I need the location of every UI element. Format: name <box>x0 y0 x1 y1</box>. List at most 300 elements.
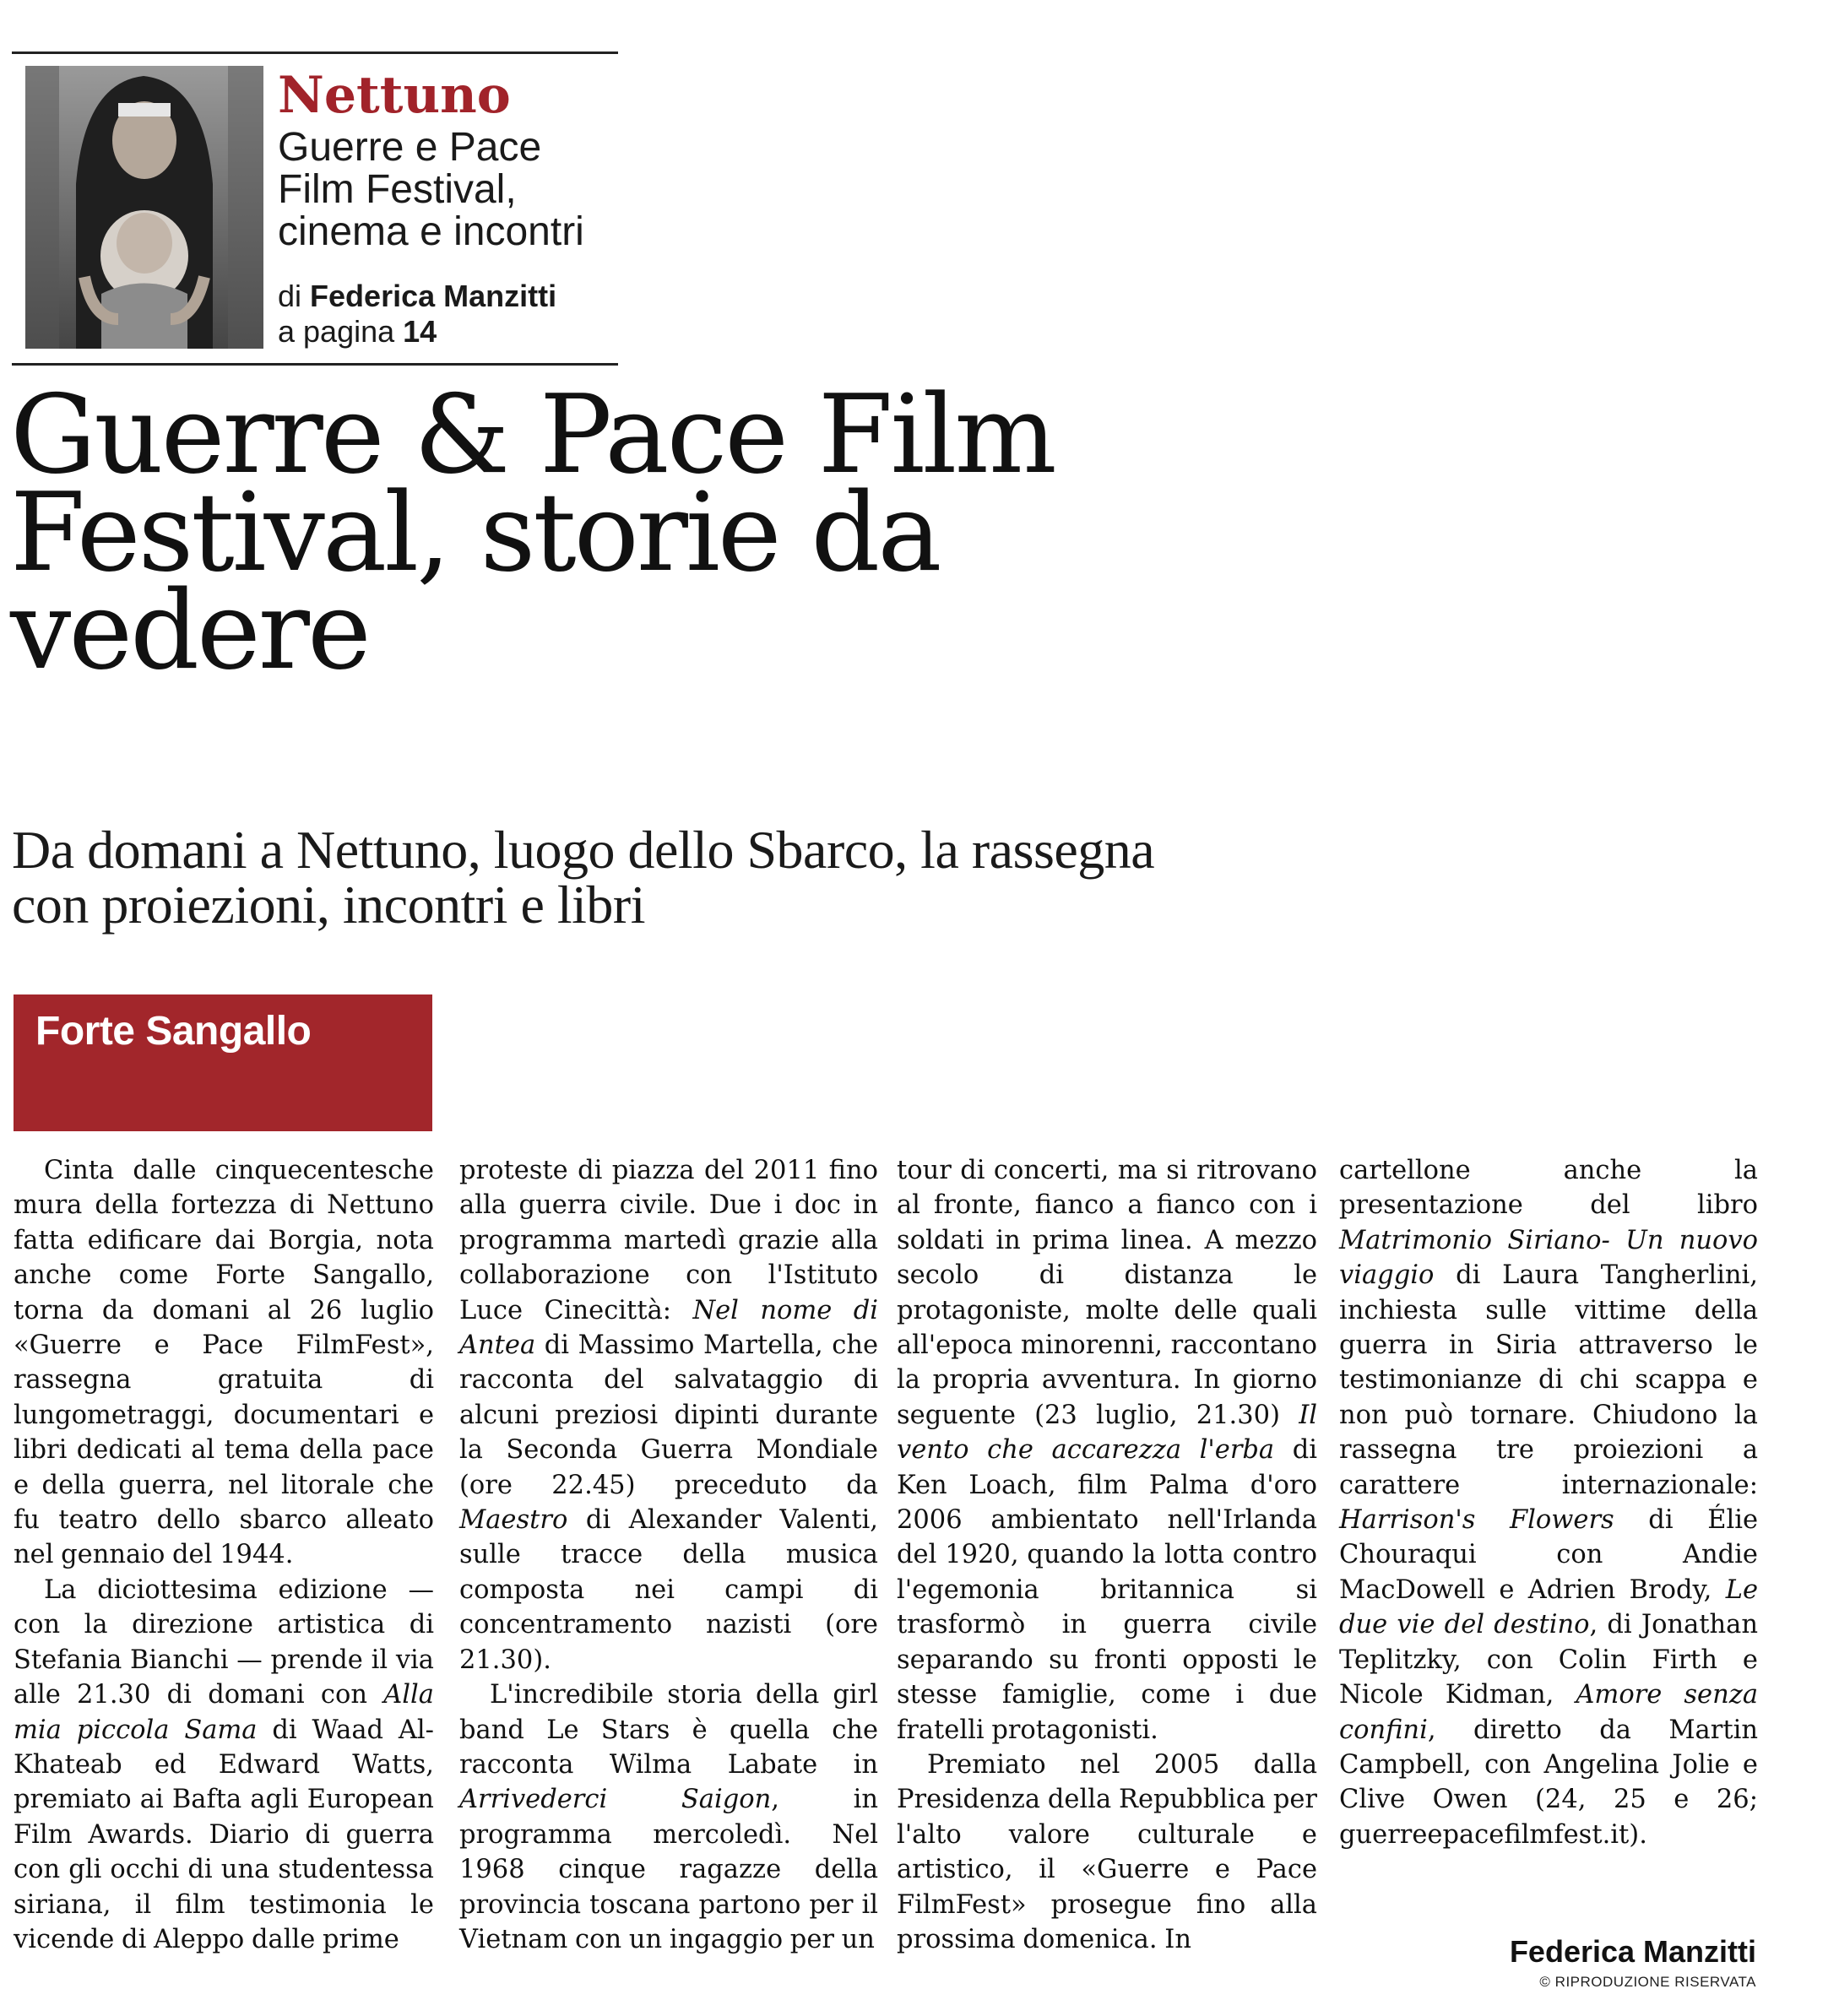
text-fragment <box>1471 1156 1564 1185</box>
teaser-byline-author: Federica Manzitti <box>310 279 557 313</box>
text-fragment: internazionale: <box>1561 1470 1758 1500</box>
text-fragment: seguente <box>897 1400 1016 1430</box>
text-fragment <box>1238 1296 1253 1325</box>
text-fragment: edizione <box>278 1574 388 1605</box>
text-fragment: il <box>134 1889 152 1920</box>
text-fragment: con <box>14 1610 61 1640</box>
text-fragment <box>732 1260 768 1290</box>
text-fragment <box>1167 1645 1182 1675</box>
text-fragment <box>1172 1890 1196 1920</box>
text-fragment <box>670 1715 692 1745</box>
text-fragment: (ore <box>825 1610 878 1640</box>
text-fragment: di <box>585 1505 611 1536</box>
title-fragment: Maestro <box>459 1505 568 1536</box>
text-fragment <box>1646 1785 1674 1814</box>
text-fragment <box>1473 1330 1495 1360</box>
text-fragment: la <box>1734 1156 1758 1185</box>
text-fragment: dedicati <box>76 1435 182 1466</box>
text-fragment: Tangherlini, <box>1600 1260 1758 1291</box>
text-fragment <box>1090 1820 1137 1850</box>
text-fragment: valore <box>1008 1819 1090 1850</box>
text-fragment: Teplitzky, <box>1339 1645 1462 1675</box>
text-fragment: , <box>771 1785 779 1815</box>
text-fragment <box>182 1435 191 1465</box>
text-fragment <box>1188 1156 1196 1185</box>
text-fragment: i <box>1235 1680 1245 1710</box>
text-fragment <box>1563 1365 1579 1395</box>
text-fragment <box>579 1715 601 1745</box>
title-fragment: piccola <box>76 1715 170 1745</box>
text-fragment <box>810 1715 832 1745</box>
text-fragment: in <box>853 1190 879 1221</box>
text-fragment: fronte, <box>933 1190 1022 1221</box>
text-fragment <box>367 1680 383 1710</box>
text-fragment <box>762 1190 774 1220</box>
text-fragment: guerra <box>518 1190 608 1221</box>
text-fragment <box>697 1190 709 1220</box>
text-fragment <box>853 1890 861 1920</box>
text-fragment <box>1016 1401 1034 1430</box>
text-fragment: quando <box>1027 1540 1125 1570</box>
title-fragment: di <box>853 1295 879 1325</box>
text-fragment <box>791 1610 825 1639</box>
text-fragment: 2006 <box>897 1505 963 1536</box>
text-fragment <box>744 1156 753 1185</box>
text-fragment: carattere <box>1339 1470 1461 1500</box>
text-fragment: prima <box>1032 1225 1109 1255</box>
text-fragment <box>1667 1296 1695 1325</box>
text-fragment <box>782 1190 795 1220</box>
title-fragment: Un <box>1625 1225 1664 1255</box>
teaser-kicker: Nettuno <box>278 66 511 125</box>
text-fragment: luglio, <box>1096 1400 1178 1430</box>
text-fragment <box>1586 1785 1614 1814</box>
text-fragment <box>1114 1190 1127 1220</box>
text-fragment <box>1598 1610 1607 1639</box>
text-fragment: rassegna <box>14 1365 132 1395</box>
text-fragment: Jonathan <box>1641 1610 1759 1640</box>
text-fragment <box>1127 1471 1149 1500</box>
text-fragment: piazza <box>611 1156 695 1185</box>
text-fragment: tour <box>897 1156 952 1185</box>
text-fragment <box>819 1156 828 1185</box>
text-fragment <box>920 1365 933 1395</box>
text-fragment: Waad <box>312 1715 384 1745</box>
text-fragment: Stars <box>600 1715 670 1745</box>
text-fragment <box>1472 1750 1484 1780</box>
text-fragment: 26; <box>1716 1785 1758 1815</box>
title-fragment <box>1033 1435 1052 1465</box>
text-fragment <box>1143 1190 1157 1220</box>
text-fragment <box>800 1890 809 1920</box>
text-fragment: nei <box>634 1574 675 1605</box>
text-fragment: libro <box>1697 1190 1758 1221</box>
text-fragment: in <box>853 1749 878 1780</box>
text-fragment: Siria <box>1495 1330 1557 1361</box>
body-column-3 <box>897 1153 1317 1957</box>
text-fragment: artistico, <box>897 1855 1013 1885</box>
text-fragment: anche <box>1563 1156 1642 1185</box>
top-rule <box>12 51 618 54</box>
text-fragment <box>299 1785 307 1814</box>
text-fragment <box>1436 1715 1473 1745</box>
text-fragment: documentari <box>233 1400 399 1430</box>
text-fragment: alla <box>1270 1889 1317 1920</box>
text-fragment <box>92 1260 119 1290</box>
text-fragment: nell'Irlanda <box>1167 1505 1317 1536</box>
text-fragment: del <box>604 1365 644 1395</box>
text-fragment <box>569 1330 578 1360</box>
text-fragment <box>258 1575 279 1605</box>
text-fragment <box>1255 1820 1302 1850</box>
text-fragment: con <box>575 1924 622 1954</box>
text-fragment <box>535 1330 545 1360</box>
text-fragment: sulle <box>459 1540 521 1570</box>
text-fragment: band <box>459 1715 524 1745</box>
text-fragment: Nicole <box>1339 1680 1424 1710</box>
text-fragment: Laura <box>1502 1260 1580 1291</box>
text-fragment <box>1557 1330 1578 1360</box>
text-fragment <box>1730 1750 1743 1780</box>
body-column-2 <box>459 1153 878 1957</box>
text-fragment: In <box>1193 1365 1221 1395</box>
text-fragment <box>708 1715 730 1745</box>
text-fragment <box>363 1435 372 1465</box>
text-fragment <box>192 1680 208 1710</box>
title-fragment: mia <box>14 1715 62 1745</box>
text-fragment <box>1109 1156 1117 1185</box>
title-fragment: nuovo <box>1679 1225 1758 1255</box>
text-fragment: domani <box>152 1295 249 1325</box>
text-fragment: testimonia <box>248 1889 387 1920</box>
text-fragment <box>244 1925 252 1954</box>
text-fragment: le <box>1734 1330 1758 1361</box>
text-fragment: Brody, <box>1629 1574 1712 1605</box>
text-fragment <box>305 1680 321 1710</box>
text-fragment: campi <box>724 1574 804 1605</box>
text-fragment <box>1507 1785 1535 1814</box>
text-fragment <box>385 1610 410 1639</box>
text-fragment: di <box>272 1715 297 1745</box>
text-fragment: nel <box>1079 1749 1120 1780</box>
text-fragment <box>1159 1296 1174 1325</box>
title-fragment <box>1475 1505 1510 1535</box>
text-fragment <box>1534 1435 1574 1465</box>
text-fragment <box>1211 1680 1236 1710</box>
text-fragment: Campbell, <box>1339 1749 1472 1780</box>
text-fragment: come <box>118 1260 189 1291</box>
text-fragment <box>290 1820 306 1850</box>
text-fragment <box>1244 1680 1269 1710</box>
text-fragment <box>1029 1365 1042 1395</box>
text-fragment: Kidman, <box>1445 1680 1554 1710</box>
text-fragment: non <box>1339 1400 1388 1430</box>
text-fragment <box>1533 1645 1559 1675</box>
text-fragment <box>962 1820 1009 1850</box>
text-fragment: collaborazione <box>459 1260 650 1291</box>
text-fragment <box>228 1645 236 1675</box>
subhead: Da domani a Nettuno, luogo dello Sbarco, la rassegna con proiezioni, incontri e libri <box>12 820 1155 935</box>
text-fragment <box>170 1330 203 1360</box>
text-fragment: a <box>1742 1435 1759 1466</box>
body-paragraph-2 <box>459 1153 878 1677</box>
text-fragment: nel <box>14 1540 54 1570</box>
text-fragment <box>111 1890 134 1920</box>
text-fragment: e <box>1742 1365 1758 1395</box>
text-fragment <box>1012 1330 1021 1360</box>
text-fragment <box>106 1471 118 1500</box>
text-fragment <box>662 1925 670 1954</box>
text-fragment <box>1514 1575 1527 1605</box>
text-fragment: Jolie <box>1672 1749 1730 1780</box>
text-fragment: di <box>853 1365 879 1395</box>
text-fragment <box>692 1750 727 1780</box>
text-fragment: fratelli <box>897 1715 985 1745</box>
text-fragment <box>399 1401 419 1430</box>
text-fragment <box>759 1401 775 1430</box>
text-fragment: 1920, <box>945 1540 1019 1570</box>
teaser-title: Guerre e Pace Film Festival, cinema e incontri <box>278 125 584 254</box>
text-fragment <box>584 1575 634 1605</box>
text-fragment <box>654 1680 667 1710</box>
text-fragment <box>114 1156 133 1185</box>
text-fragment <box>1064 1260 1124 1290</box>
text-fragment: siriana, <box>14 1889 111 1920</box>
bottom-rule <box>12 363 618 366</box>
title-fragment <box>969 1435 988 1465</box>
text-fragment: prossima <box>897 1924 1016 1954</box>
text-fragment: tre <box>1496 1435 1534 1466</box>
text-fragment: provincia <box>459 1889 582 1920</box>
text-fragment <box>1453 1401 1470 1430</box>
text-fragment <box>823 1365 854 1395</box>
title-fragment: l'erba <box>1199 1435 1275 1466</box>
text-fragment <box>675 1575 724 1605</box>
text-fragment: edificare <box>87 1225 203 1255</box>
text-fragment <box>269 1855 278 1884</box>
text-fragment: sulle <box>1485 1295 1548 1325</box>
text-fragment: di <box>1648 1505 1674 1536</box>
text-fragment: Repubblica <box>1119 1785 1267 1815</box>
text-fragment <box>1554 1680 1576 1710</box>
text-fragment <box>671 1296 692 1325</box>
text-fragment: di <box>1039 1260 1064 1291</box>
text-fragment: ma <box>1117 1156 1158 1185</box>
text-fragment: racconta <box>459 1365 574 1395</box>
text-fragment: gratuita <box>217 1365 323 1395</box>
text-fragment <box>101 1855 110 1884</box>
text-fragment: da <box>846 1470 878 1500</box>
text-fragment: minorenni, <box>1020 1330 1163 1361</box>
text-fragment <box>74 1226 87 1255</box>
text-fragment: e <box>1674 1785 1690 1815</box>
text-fragment: le <box>1294 1260 1317 1291</box>
text-fragment: all'epoca <box>897 1330 1013 1361</box>
title-fragment <box>1181 1435 1200 1465</box>
title-fragment <box>607 1785 681 1814</box>
text-fragment: guerra <box>1339 1330 1428 1361</box>
text-fragment <box>1627 1645 1652 1675</box>
text-fragment <box>746 1540 786 1569</box>
text-fragment: ragazze <box>679 1855 782 1885</box>
headline: Guerre & Pace Film Festival, storie da vedere <box>10 372 1055 694</box>
text-fragment <box>643 1540 682 1569</box>
text-fragment <box>29 1471 41 1500</box>
text-fragment: mezzo <box>1234 1225 1318 1255</box>
text-fragment <box>610 1505 629 1535</box>
text-fragment: domani <box>208 1680 305 1710</box>
text-fragment <box>804 1575 854 1605</box>
text-fragment: cinque <box>558 1855 646 1885</box>
text-fragment <box>179 1855 187 1884</box>
text-fragment: diretto <box>1473 1715 1562 1745</box>
text-fragment: protagoniste, <box>897 1295 1071 1325</box>
text-fragment: scappa <box>1635 1365 1727 1395</box>
text-fragment: fatta <box>14 1225 75 1255</box>
text-fragment <box>483 1435 506 1465</box>
text-fragment: in <box>1448 1330 1474 1361</box>
text-fragment: 2005 <box>1153 1749 1220 1780</box>
text-fragment: European <box>306 1785 434 1815</box>
title-fragment <box>1484 1610 1494 1639</box>
text-fragment <box>151 1890 175 1920</box>
text-fragment: di <box>853 1574 878 1605</box>
text-fragment <box>1576 1401 1592 1430</box>
text-fragment <box>150 1680 166 1710</box>
text-fragment <box>315 1925 323 1954</box>
text-fragment: su <box>1049 1645 1079 1675</box>
text-fragment: vittime <box>1575 1295 1667 1325</box>
text-fragment: due <box>1268 1680 1317 1710</box>
text-fragment: 22.45) <box>551 1470 636 1500</box>
text-fragment: dalle <box>251 1924 316 1954</box>
text-fragment <box>320 1750 352 1780</box>
text-fragment: doc <box>794 1190 841 1221</box>
text-fragment: di <box>1292 1435 1318 1466</box>
text-fragment: secolo <box>897 1260 979 1291</box>
text-fragment: con <box>686 1260 733 1291</box>
text-fragment <box>212 1540 220 1569</box>
text-fragment: le <box>1294 1645 1317 1675</box>
text-fragment: di <box>1456 1260 1481 1291</box>
text-fragment <box>1485 1575 1499 1605</box>
text-fragment: Stefania <box>14 1645 122 1675</box>
text-fragment <box>132 1785 140 1814</box>
text-fragment <box>215 1471 228 1500</box>
title-fragment: vento <box>897 1435 969 1466</box>
text-fragment: litorale <box>281 1470 375 1500</box>
text-fragment: proteste <box>459 1156 568 1185</box>
text-fragment <box>573 1365 604 1395</box>
text-fragment: un <box>628 1924 663 1954</box>
text-fragment: si <box>1295 1574 1317 1605</box>
text-fragment: Presidenza <box>897 1785 1041 1815</box>
text-fragment: film <box>1077 1470 1128 1500</box>
text-fragment: di <box>409 1365 434 1395</box>
text-fragment <box>1266 1785 1273 1814</box>
text-fragment: mura <box>14 1190 83 1221</box>
text-fragment: per <box>809 1889 854 1920</box>
text-fragment <box>977 1680 1002 1710</box>
text-fragment: e <box>1742 1645 1758 1675</box>
text-fragment: protagonisti. <box>991 1715 1158 1745</box>
text-fragment: Borgia, <box>268 1225 364 1255</box>
text-fragment: preceduto <box>674 1470 807 1500</box>
text-fragment: In <box>1164 1924 1191 1954</box>
text-fragment: del <box>703 1156 745 1185</box>
text-fragment: fianco <box>1156 1190 1236 1221</box>
text-fragment: ambientato <box>990 1505 1139 1536</box>
text-fragment: come <box>1141 1680 1211 1710</box>
text-fragment <box>1703 1435 1743 1465</box>
text-fragment: trasformò <box>897 1610 1026 1640</box>
text-fragment <box>1274 1435 1293 1465</box>
text-fragment: Cinta <box>44 1156 115 1185</box>
text-fragment: che <box>832 1715 879 1745</box>
text-fragment <box>1480 1260 1502 1290</box>
text-fragment <box>290 1435 299 1465</box>
text-fragment <box>1388 1401 1405 1430</box>
text-fragment: al <box>191 1435 215 1466</box>
title-fragment: vie <box>1397 1610 1435 1640</box>
text-fragment <box>134 1296 153 1325</box>
text-fragment <box>285 1260 312 1290</box>
copyright-notice: © RIPRODUZIONE RISERVATA <box>1539 1974 1756 1990</box>
text-fragment: artistica <box>277 1610 386 1640</box>
text-fragment <box>255 1226 268 1255</box>
text-fragment: con <box>1486 1645 1533 1675</box>
text-fragment <box>581 1890 589 1920</box>
text-fragment <box>193 1820 209 1850</box>
text-fragment: 26 <box>309 1295 343 1325</box>
text-fragment: Seconda <box>506 1435 618 1466</box>
text-fragment: composta <box>459 1574 585 1605</box>
text-fragment: concerti, <box>993 1156 1109 1185</box>
text-fragment <box>644 1365 675 1395</box>
text-fragment <box>567 1925 575 1954</box>
text-fragment <box>1056 1471 1078 1500</box>
text-fragment: che <box>832 1330 879 1361</box>
text-fragment: e <box>1301 1819 1317 1850</box>
text-fragment <box>1245 1890 1270 1920</box>
text-fragment <box>1522 1365 1538 1395</box>
text-fragment <box>1632 1610 1641 1639</box>
text-fragment: rassegna <box>1339 1435 1457 1466</box>
text-fragment <box>1295 1190 1309 1220</box>
text-fragment: (ore <box>459 1470 513 1500</box>
teaser-photo <box>25 66 263 349</box>
text-fragment: premiato <box>14 1785 132 1815</box>
text-fragment <box>1619 1365 1635 1395</box>
text-fragment: della <box>1694 1295 1759 1325</box>
text-fragment: di <box>187 1855 213 1885</box>
text-fragment: separando <box>897 1645 1033 1675</box>
text-fragment <box>985 1156 994 1185</box>
text-fragment <box>1178 1401 1196 1430</box>
title-fragment: Siriano- <box>1507 1225 1610 1255</box>
text-fragment <box>733 1435 756 1465</box>
text-fragment: di <box>289 1190 314 1221</box>
text-fragment <box>1219 1750 1253 1780</box>
text-fragment: Colin <box>1558 1645 1627 1675</box>
text-fragment: alle <box>14 1680 61 1710</box>
text-fragment <box>277 1190 290 1220</box>
text-fragment <box>1477 1540 1557 1569</box>
body-paragraph-4 <box>1339 1153 1758 1852</box>
text-fragment: anche <box>14 1260 92 1291</box>
text-fragment: chi <box>1579 1365 1619 1395</box>
text-fragment: lungometraggi, <box>14 1400 214 1430</box>
